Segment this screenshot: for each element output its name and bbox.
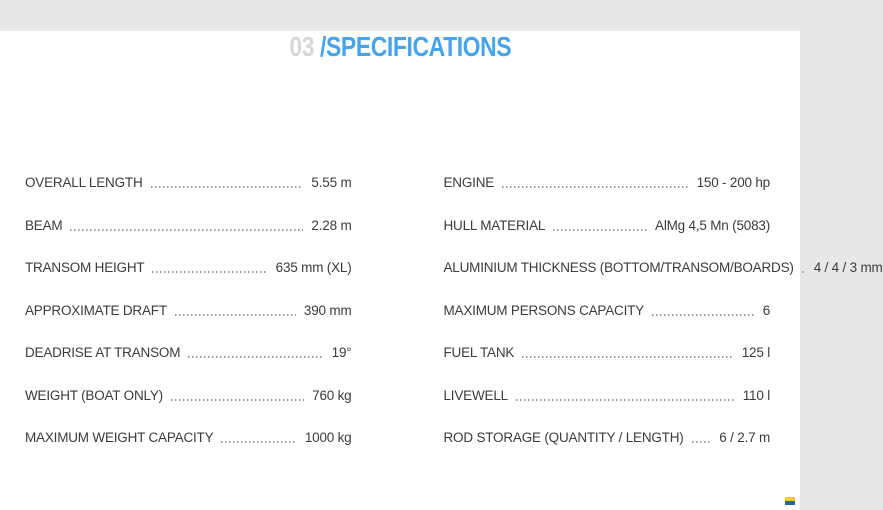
spec-row: [25, 304, 352, 318]
section-title-text: /SPECIFICATIONS: [319, 31, 511, 62]
spec-label: FUEL TANK: [443, 345, 515, 360]
spec-row: [444, 431, 771, 445]
dotted-leader: [171, 399, 304, 401]
spec-value: 4 / 4 / 3 mm: [813, 260, 883, 275]
spec-value: 1000 kg: [304, 430, 352, 445]
spec-row: [444, 219, 771, 233]
page-title-inner: [289, 31, 511, 63]
spec-label: ALUMINIUM THICKNESS (BOTTOM/TRANSOM/BOARDS): [443, 260, 794, 275]
spec-value: 5.55 m: [311, 175, 352, 190]
spec-value: 19°: [331, 345, 352, 360]
dotted-leader: [221, 441, 296, 443]
spec-value: 760 kg: [312, 387, 352, 403]
spec-row: [443, 260, 883, 275]
spec-row: [25, 389, 352, 403]
spec-column-right: [443, 175, 883, 445]
dotted-leader: [652, 314, 755, 316]
spec-value: 125 l: [741, 345, 770, 360]
dotted-leader: [692, 441, 712, 443]
dotted-leader: [802, 271, 806, 273]
spec-row: [25, 346, 352, 360]
spec-label: TRANSOM HEIGHT: [25, 260, 145, 275]
spec-value: 2.28 m: [311, 217, 352, 233]
spec-row: [25, 219, 352, 233]
dotted-leader: [553, 229, 647, 231]
spec-value: 390 mm: [303, 302, 352, 318]
dotted-leader: [502, 186, 689, 188]
spec-label: DEADRISE AT TRANSOM: [25, 345, 181, 360]
section-number: 03: [289, 31, 320, 62]
dotted-leader: [516, 399, 735, 401]
spec-value: 150 - 200 hp: [696, 175, 770, 190]
spec-label: HULL MATERIAL: [443, 217, 546, 233]
spec-label: ROD STORAGE (QUANTITY / LENGTH): [443, 430, 684, 445]
spec-label: OVERALL LENGTH: [25, 175, 143, 190]
spec-label: BEAM: [25, 217, 63, 233]
spec-value: 110 l: [742, 387, 770, 403]
spec-label: MAXIMUM WEIGHT CAPACITY: [25, 430, 214, 445]
spec-column-left: [25, 176, 352, 445]
spec-row: [444, 389, 771, 403]
dotted-leader: [188, 356, 323, 358]
specifications-page: [0, 31, 883, 510]
spec-row: [444, 346, 771, 360]
spec-value: 6: [762, 302, 770, 318]
spec-label: MAXIMUM PERSONS CAPACITY: [443, 302, 644, 318]
dotted-leader: [152, 271, 267, 273]
spec-row: [25, 261, 352, 275]
spec-label: APPROXIMATE DRAFT: [25, 302, 167, 318]
spec-columns: [0, 175, 883, 445]
spec-row: [25, 176, 352, 190]
spec-row: [25, 431, 352, 445]
spec-value: AlMg 4,5 Mn (5083): [655, 217, 770, 233]
spec-value: 635 mm (XL): [275, 260, 352, 275]
dotted-leader: [70, 229, 303, 231]
dotted-leader: [175, 314, 296, 316]
dotted-leader: [151, 186, 304, 188]
flag-logo-icon: [785, 497, 795, 505]
spec-value: 6 / 2.7 m: [719, 430, 770, 445]
spec-label: LIVEWELL: [443, 387, 508, 403]
flag-blue-band: [785, 501, 795, 505]
dotted-leader: [522, 356, 734, 358]
spec-row: [444, 176, 771, 190]
page-title: [0, 31, 800, 63]
spec-row: [444, 304, 771, 318]
spec-label: ENGINE: [443, 175, 495, 190]
spec-label: WEIGHT (BOAT ONLY): [25, 387, 163, 403]
